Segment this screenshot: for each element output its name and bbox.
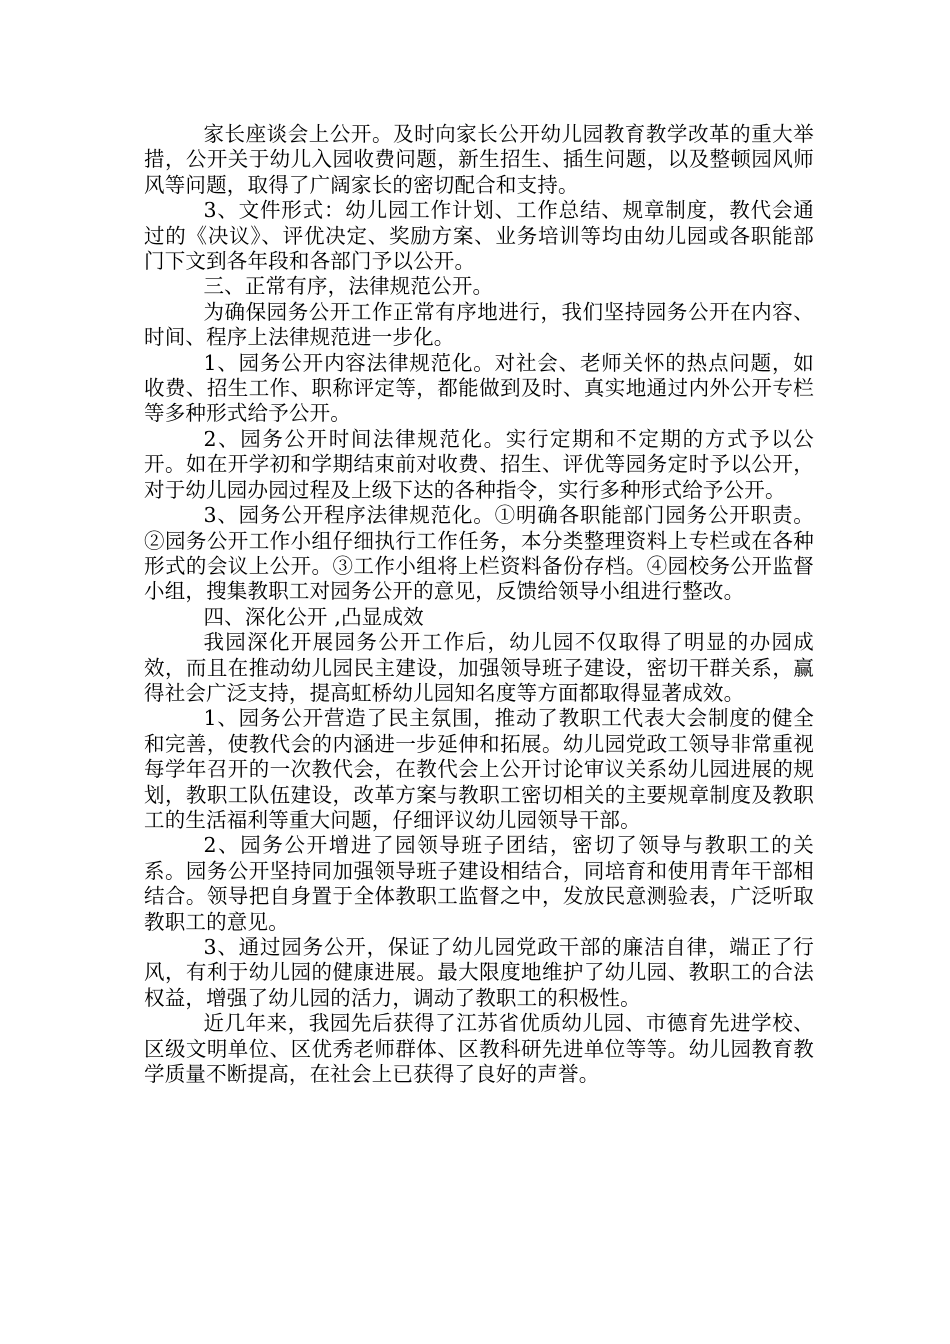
section-heading-3: 三、正常有序，法律规范公开。 — [203, 274, 494, 299]
section-heading-4: 四、深化公开 ,凸显成效 — [203, 604, 424, 629]
paragraph-democracy: 1、园务公开营造了民主氛围，推动了教职工代表大会制度的健全和完善，使教代会的内涵进一步延伸和拓展。幼儿园党政工领导非常重视每学年召开的一次教代会，在教代会上公开讨论审议关系幼儿园进展的规划，教职工队伍建设，改革方案与教职工密切相关的主要规章制度及教职工的生活福利等重大问题，仔细评议幼儿园领导干部。 — [144, 706, 814, 832]
paragraph-results-intro: 我园深化开展园务公开工作后，幼儿园不仅取得了明显的办园成效，而且在推动幼儿园民主建设，加强领导班子建设，密切干群关系，赢得社会广泛支持，提高虹桥幼儿园知名度等方面都取得显著成效。 — [144, 630, 814, 705]
document-body — [144, 122, 814, 1087]
paragraph-achievements: 近几年来，我园先后获得了江苏省优质幼儿园、市德育先进学校、区级文明单位、区优秀老师群体、区教科研先进单位等等。幼儿园教育教学质量不断提高，在社会上已获得了良好的声誉。 — [144, 1011, 814, 1087]
paragraph-leadership-unity: 2、园务公开增进了园领导班子团结，密切了领导与教职工的关系。园务公开坚持同加强领导班子建设相结合，同培育和使用青年干部相结合。领导把自身置于全体教职工监督之中，发放民意测验表，广泛听取教职工的意见。 — [144, 833, 814, 934]
paragraph-integrity: 3、通过园务公开，保证了幼儿园党政干部的廉洁自律，端正了行风，有利于幼儿园的健康进展。最大限度地维护了幼儿园、教职工的合法权益，增强了幼儿园的活力，调动了教职工的积极性。 — [144, 935, 814, 1010]
paragraph-time-standardize: 2、园务公开时间法律规范化。实行定期和不定期的方式予以公开。如在开学初和学期结束前对收费、招生、评优等园务定时予以公开，对于幼儿园办园过程及上级下达的各种指令，实行多种形式给予公开。 — [144, 426, 814, 502]
paragraph-intro-standardize: 为确保园务公开工作正常有序地进行，我们坚持园务公开在内容、时间、程序上法律规范进一步化。 — [144, 299, 814, 350]
paragraph-procedure-standardize: 3、园务公开程序法律规范化。①明确各职能部门园务公开职责。②园务公开工作小组仔细执行工作任务，本分类整理资料上专栏或在各种形式的会议上公开。③工作小组将上栏资料备份存档。④园校务公开监督小组，搜集教职工对园务公开的意见，反馈给领导小组进行整改。 — [144, 503, 814, 604]
paragraph-document-form: 3、文件形式：幼儿园工作计划、工作总结、规章制度，教代会通过的《决议》、评优决定、奖励方案、业务培训等均由幼儿园或各职能部门下文到各年段和各部门予以公开。 — [144, 198, 814, 274]
paragraph-content-standardize: 1、园务公开内容法律规范化。对社会、老师关怀的热点问题，如收费、招生工作、职称评定等，都能做到及时、真实地通过内外公开专栏等多种形式给予公开。 — [144, 350, 814, 426]
paragraph-parent-meeting: 家长座谈会上公开。及时向家长公开幼儿园教育教学改革的重大举措，公开关于幼儿入园收费问题，新生招生、插生问题，以及整顿园风师风等问题，取得了广阔家长的密切配合和支持。 — [144, 122, 814, 197]
